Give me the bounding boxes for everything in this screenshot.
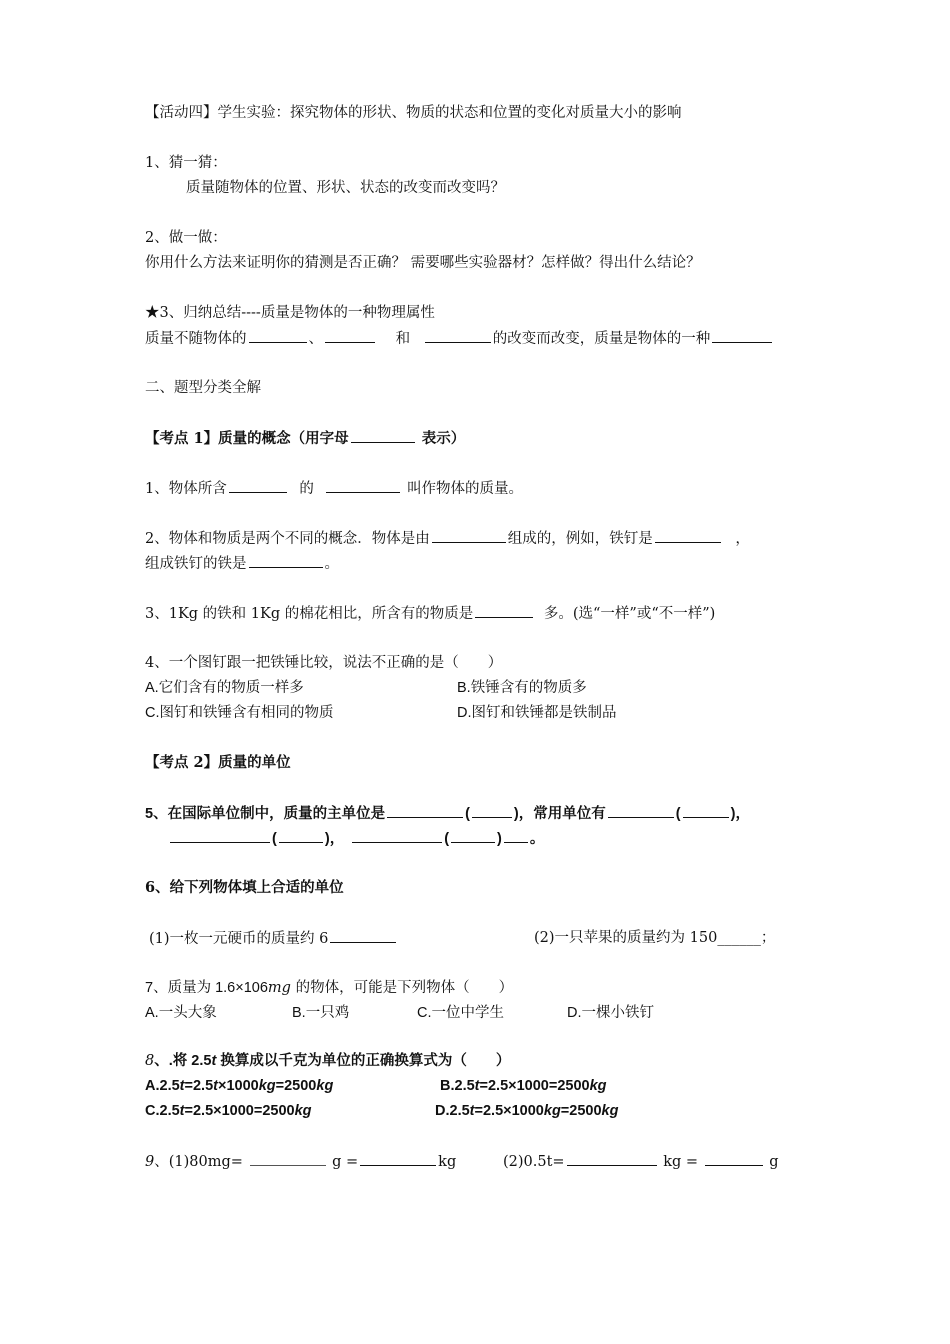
- q4: 4、一个图钉跟一把铁锤比较，说法不正确的是（ ）: [145, 655, 503, 671]
- q8-c-mid-a: =2.5: [184, 1103, 214, 1119]
- q5-paren-1-open: (: [465, 806, 470, 822]
- summary-blank-1[interactable]: [249, 328, 307, 343]
- q5-blank-1[interactable]: [387, 803, 463, 818]
- kp1-letter-blank[interactable]: [351, 428, 415, 443]
- q9-text-6: g: [769, 1154, 779, 1170]
- q8-a-kg1: kg: [258, 1078, 276, 1094]
- q2-text-1: 2、物体和物质是两个不同的概念．物体是由: [145, 531, 430, 547]
- q3-text-1: 3、1Kg 的铁和 1Kg 的棉花相比，所含有的物质是: [145, 606, 474, 622]
- q8-d-mid: =2.5×1000: [474, 1103, 544, 1119]
- q5-blank-3-unit[interactable]: [279, 828, 323, 843]
- q8-a-mid: =2.5: [184, 1078, 214, 1094]
- q1-text-1: 1、物体所含: [145, 481, 227, 497]
- q4-option-b[interactable]: B.铁锤含有的物质多: [457, 680, 587, 696]
- do-question: 你用什么方法来证明你的猜测是否正确？ 需要哪些实验器材？怎样做？得出什么结论？: [145, 255, 701, 271]
- q8-d-post: =2500: [560, 1103, 602, 1119]
- q5-paren-1-close: ): [513, 806, 519, 822]
- q8-a-post: =2500: [275, 1078, 317, 1094]
- q9-blank-4[interactable]: [705, 1151, 763, 1166]
- q8-c-post: =2500: [253, 1103, 295, 1119]
- q9-text-1: 、(1)80mg=: [154, 1154, 243, 1170]
- q5-text-4: ，: [329, 831, 345, 847]
- q8-c-kg: kg: [294, 1103, 312, 1119]
- q5-paren-2-close: ): [730, 806, 736, 822]
- q3-blank[interactable]: [475, 603, 533, 618]
- kp1-title-end: 表示）: [421, 430, 466, 447]
- summary-text-4: 的改变而改变，质量是物体的一种: [492, 331, 711, 347]
- q9-blank-2[interactable]: [360, 1151, 436, 1166]
- q9-part-2: [503, 1151, 779, 1172]
- summary-blank-3[interactable]: [425, 328, 491, 343]
- q9-number: 9: [145, 1154, 155, 1170]
- q5-blank-3[interactable]: [170, 828, 270, 843]
- summary-text-3: 和: [395, 331, 411, 347]
- summary-text-1: 质量不随物体的: [145, 331, 247, 347]
- q8-b-kg: kg: [589, 1078, 607, 1094]
- summary-blank-4[interactable]: [712, 328, 772, 343]
- q9-text-2: g =: [332, 1154, 359, 1170]
- q8-c-pre: C.2.5: [145, 1103, 180, 1119]
- q8-text-1: 、.将 2.5: [154, 1053, 212, 1069]
- q2-blank-1[interactable]: [432, 528, 506, 543]
- q8-option-b[interactable]: [440, 1076, 607, 1096]
- do-title: 2、做一做：: [145, 230, 227, 246]
- q8-unit-t: t: [211, 1053, 217, 1069]
- q8-number: 8: [145, 1053, 155, 1069]
- q8-d-pre: D.2.5: [435, 1103, 470, 1119]
- q8-b-pre: B.2.5: [440, 1078, 475, 1094]
- summary-text-2: 、: [308, 331, 323, 347]
- q7-option-a[interactable]: A.一头大象: [145, 1005, 217, 1021]
- q5-text-5: 。: [529, 831, 545, 847]
- section-title: 二、题型分类全解: [145, 380, 261, 396]
- q6-blank-1[interactable]: [330, 928, 396, 943]
- kp1-title: [145, 428, 465, 449]
- q8: [145, 1051, 510, 1071]
- q7-unit: mg: [267, 980, 291, 996]
- q5-blank-2[interactable]: [608, 803, 674, 818]
- q8-d-kg2: kg: [601, 1103, 619, 1119]
- q1-text-2: 的: [299, 481, 314, 497]
- kp2-title: 【考点 2】质量的单位: [145, 754, 291, 771]
- q6-item-2: (2)一只苹果的质量约为 150______；: [534, 930, 776, 946]
- q7-option-b[interactable]: B.一只鸡: [292, 1005, 350, 1021]
- q7-option-d[interactable]: D.一棵小铁钉: [567, 1005, 654, 1021]
- q2-blank-2[interactable]: [655, 528, 721, 543]
- q7-text-1: 7、质量为 1.6×106: [145, 980, 268, 996]
- q7-option-c[interactable]: C.一位中学生: [417, 1005, 504, 1021]
- activity-heading: 【活动四】学生实验：探究物体的形状、物质的状态和位置的变化对质量大小的影响: [145, 105, 682, 121]
- q8-c-mid-b: ×1000: [213, 1103, 254, 1119]
- q8-text-2: 换算成以千克为单位的正确换算式为（ ）: [216, 1053, 511, 1069]
- q3: [145, 603, 715, 624]
- q8-a-pre: A.2.5: [145, 1078, 180, 1094]
- q5-text-1: 5、在国际单位制中，质量的主单位是: [145, 806, 386, 822]
- q5-line2: [168, 828, 544, 849]
- q8-d-t: t: [469, 1103, 475, 1119]
- q5-paren-3-close: ): [324, 831, 330, 847]
- q5-paren-4-close: ): [497, 831, 502, 847]
- q8-option-d[interactable]: [435, 1101, 618, 1121]
- q7-text-2: 的物体，可能是下列物体（ ）: [290, 980, 514, 996]
- q5-blank-4-unit[interactable]: [451, 828, 495, 843]
- q9-text-5: kg =: [663, 1154, 699, 1170]
- q6-item-1: [149, 928, 398, 949]
- q8-d-kg1: kg: [543, 1103, 561, 1119]
- q4-option-a[interactable]: A.它们含有的物质一样多: [145, 680, 304, 696]
- q6: 6、给下列物体填上合适的单位: [145, 879, 344, 896]
- q5-blank-2-unit[interactable]: [683, 803, 729, 818]
- q8-b-mid: =2.5×1000=2500: [479, 1078, 590, 1094]
- q2-text-2: 组成的，例如，铁钉是: [507, 531, 653, 547]
- q8-option-c[interactable]: [145, 1101, 312, 1121]
- q5-paren-2-open: (: [675, 806, 681, 822]
- q2: [145, 528, 750, 549]
- q5-paren-3-open: (: [272, 831, 277, 847]
- q2-text-3: ，: [735, 531, 750, 547]
- q8-b-t: t: [474, 1078, 480, 1094]
- summary-title: ★3、归纳总结----质量是物体的一种物理属性: [145, 305, 435, 321]
- q5-paren-4-open: (: [444, 831, 450, 847]
- q2-blank-3[interactable]: [249, 553, 323, 568]
- q6-item-1-text: (1)一枚一元硬币的质量约 6: [149, 931, 329, 947]
- q9: [145, 1151, 456, 1172]
- summary-sentence: [145, 328, 774, 349]
- q1-text-3: 叫作物体的质量。: [407, 481, 524, 497]
- q8-a-mid2: ×1000: [217, 1078, 259, 1094]
- q8-c-t: t: [179, 1103, 185, 1119]
- q5-blank-1-unit[interactable]: [472, 803, 512, 818]
- q5-text-3: ，: [735, 806, 750, 822]
- q1-blank-2[interactable]: [326, 478, 400, 493]
- q7: [145, 978, 513, 998]
- guess-title: 1、猜一猜：: [145, 155, 227, 171]
- q2-text-4: 组成铁钉的铁是: [145, 556, 247, 572]
- q2-line2: [145, 553, 339, 574]
- q9-text-3: kg: [438, 1154, 457, 1170]
- q1-blank-1[interactable]: [229, 478, 287, 493]
- q5-blank-4-tail: [504, 828, 528, 843]
- q1: [145, 478, 523, 499]
- summary-blank-2[interactable]: [325, 328, 375, 343]
- q8-a-t1: t: [179, 1078, 185, 1094]
- q5: [145, 803, 750, 824]
- q8-option-a[interactable]: [145, 1076, 333, 1096]
- kp1-title-text: 【考点 1】质量的概念（用字母: [145, 430, 349, 447]
- q8-a-t2: t: [213, 1078, 218, 1094]
- q3-text-2: 多。(选“一样”或“不一样”): [543, 606, 716, 622]
- q2-text-5: 。: [324, 556, 339, 572]
- q5-blank-4[interactable]: [352, 828, 442, 843]
- q9-text-4: (2)0.5t=: [503, 1154, 565, 1170]
- q9-blank-3[interactable]: [567, 1151, 657, 1166]
- q8-a-kg2: kg: [316, 1078, 334, 1094]
- q9-blank-1[interactable]: [250, 1151, 326, 1166]
- guess-question: 质量随物体的位置、形状、状态的改变而改变吗？: [186, 180, 505, 196]
- q4-option-c[interactable]: C.图钉和铁锤含有相同的物质: [145, 705, 334, 721]
- q5-text-2: ，常用单位有: [518, 806, 606, 822]
- q4-option-d[interactable]: D.图钉和铁锤都是铁制品: [457, 705, 617, 721]
